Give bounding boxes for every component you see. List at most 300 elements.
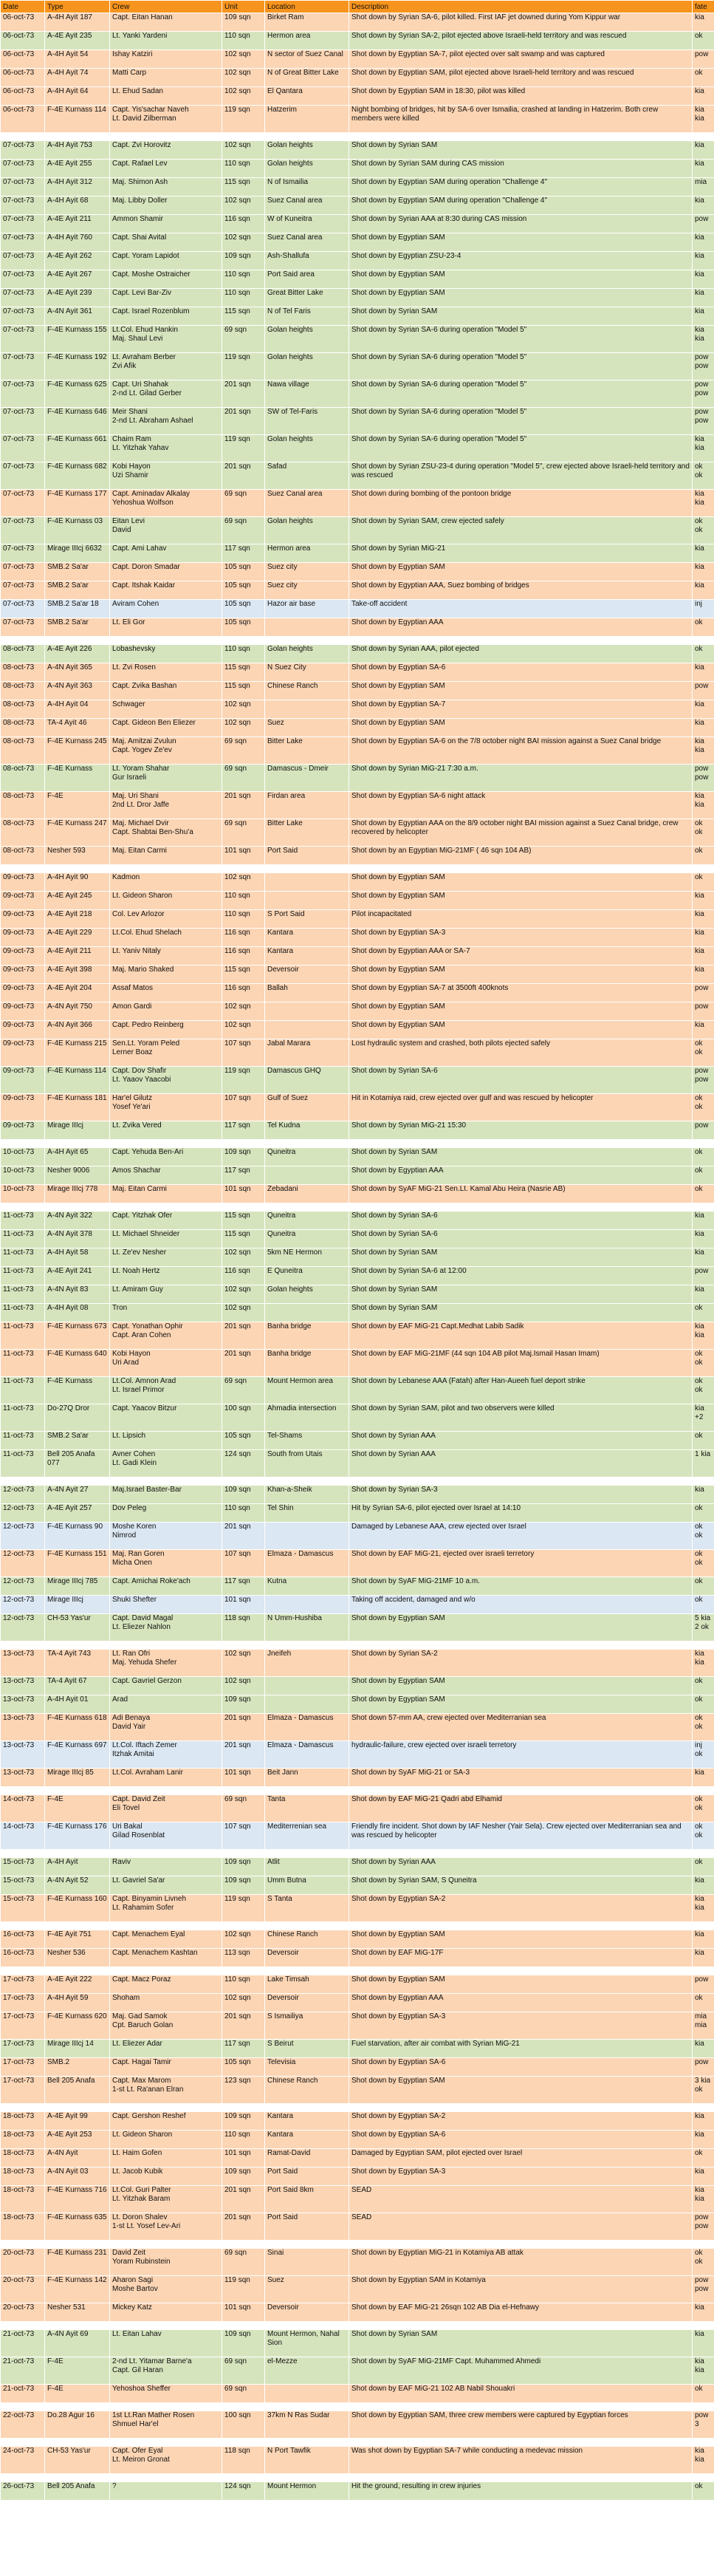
unit-cell: 101 sqn xyxy=(222,1185,265,1203)
type-cell: Bell 205 Anafa xyxy=(45,2077,110,2104)
type-cell: A-4N Ayit 83 xyxy=(45,1285,110,1304)
crew-cell: Lt. Eli Gor xyxy=(110,618,222,637)
table-row xyxy=(1,380,714,408)
date-cell: 15-oct-73 xyxy=(1,1858,45,1876)
table-row xyxy=(1,1304,714,1322)
fate-cell: ok xyxy=(693,1677,714,1695)
description-cell: Was shot down by Egyptian SA-7 while conducting a medevac mission xyxy=(349,2447,693,2474)
separator-cell xyxy=(1,2403,714,2411)
location-cell: Mount Hermon, Nahal Sion xyxy=(265,2330,349,2357)
unit-cell: 102 sqn xyxy=(222,233,265,252)
table-row xyxy=(1,929,714,947)
separator-cell xyxy=(1,2104,714,2112)
type-cell: Do.28 Agur 16 xyxy=(45,2411,110,2439)
crew-cell: Capt. Gideon Ben Eliezer xyxy=(110,719,222,737)
unit-cell: 102 sqn xyxy=(222,1930,265,1949)
crew-cell: Ammon Shamir xyxy=(110,215,222,233)
table-row xyxy=(1,2330,714,2357)
description-cell: Shot down by Syrian AAA xyxy=(349,1432,693,1450)
table-row xyxy=(1,910,714,929)
description-cell: Shot down by Syrian SAM, S Quneitra xyxy=(349,1876,693,1895)
description-cell: Shot down by Syrian SA-6, pilot killed. First IAF jet downed during Yom Kippur war xyxy=(349,13,693,32)
crew-cell: Capt. Yis'sachar Naveh Lt. David Zilberman xyxy=(110,106,222,133)
crew-cell: Maj. Gad Samok Cpt. Baruch Golan xyxy=(110,2012,222,2040)
table-row xyxy=(1,2213,714,2241)
crew-cell: Maj. Eitan Carmi xyxy=(110,847,222,865)
crew-cell: Avner Cohen Lt. Gadi Klein xyxy=(110,1450,222,1477)
crew-cell: Lt. Gideon Sharon xyxy=(110,892,222,910)
separator-cell xyxy=(1,2241,714,2249)
description-cell: Hit the ground, resulting in crew injuries xyxy=(349,2482,693,2501)
fate-cell: pow pow xyxy=(693,2276,714,2303)
type-cell: A-4E Ayit 241 xyxy=(45,1267,110,1285)
crew-cell: Capt. Pedro Reinberg xyxy=(110,1021,222,1039)
type-cell: F-4E Kurnass 661 xyxy=(45,435,110,462)
unit-cell: 110 sqn xyxy=(222,32,265,50)
date-cell: 20-oct-73 xyxy=(1,2249,45,2276)
crew-cell: Capt. Gavriel Gerzon xyxy=(110,1677,222,1695)
location-cell: N Umm-Hushiba xyxy=(265,1614,349,1641)
location-cell: Suez Canal area xyxy=(265,233,349,252)
crew-cell: Lt.Col. Ehud Hankin Maj. Shaul Levi xyxy=(110,326,222,353)
location-cell: Hazor air base xyxy=(265,600,349,618)
fate-cell: ok xyxy=(693,1185,714,1203)
location-cell: Elmaza - Damascus xyxy=(265,1741,349,1769)
type-cell: F-4E Kurnass 151 xyxy=(45,1550,110,1577)
date-cell: 15-oct-73 xyxy=(1,1876,45,1895)
table-row xyxy=(1,682,714,700)
date-separator xyxy=(1,1477,714,1486)
date-cell: 07-oct-73 xyxy=(1,581,45,600)
date-cell: 13-oct-73 xyxy=(1,1769,45,1787)
fate-cell: pow xyxy=(693,1121,714,1140)
table-row xyxy=(1,160,714,178)
fate-cell: ok xyxy=(693,873,714,892)
unit-cell: 201 sqn xyxy=(222,1714,265,1741)
fate-cell: pow pow xyxy=(693,2213,714,2241)
crew-cell: Maj.Israel Baster-Bar xyxy=(110,1486,222,1504)
unit-cell: 116 sqn xyxy=(222,215,265,233)
location-cell: S Port Said xyxy=(265,910,349,929)
unit-cell: 115 sqn xyxy=(222,1230,265,1248)
unit-cell: 109 sqn xyxy=(222,1858,265,1876)
unit-cell: 201 sqn xyxy=(222,2213,265,2241)
description-cell: Shot down by Egyptian SAM xyxy=(349,563,693,581)
description-cell: Shot down by Syrian SA-3 xyxy=(349,1486,693,1504)
date-cell: 07-oct-73 xyxy=(1,600,45,618)
description-cell: Shot down by Egyptian SA-6 xyxy=(349,2058,693,2077)
date-separator xyxy=(1,2474,714,2482)
location-cell: Chinese Ranch xyxy=(265,1930,349,1949)
unit-cell: 113 sqn xyxy=(222,1949,265,1967)
type-cell: A-4N Ayit 03 xyxy=(45,2167,110,2186)
table-row xyxy=(1,1248,714,1267)
date-separator xyxy=(1,865,714,873)
table-row xyxy=(1,435,714,462)
unit-cell: 110 sqn xyxy=(222,1975,265,1994)
location-cell: Hermon area xyxy=(265,544,349,563)
fate-cell: ok ok xyxy=(693,1039,714,1067)
table-row xyxy=(1,645,714,663)
type-cell: A-4E Ayit 99 xyxy=(45,2112,110,2131)
crew-cell: Maj. Eitan Carmi xyxy=(110,1185,222,1203)
fate-cell: kia kia xyxy=(693,1322,714,1350)
description-cell: Shot down by Egyptian AAA on the 8/9 october night BAI mission against a Suez Canal bridge, crew recovered by helicopter xyxy=(349,819,693,847)
unit-cell: 69 sqn xyxy=(222,1795,265,1822)
type-cell: A-4E Ayit 211 xyxy=(45,215,110,233)
unit-cell: 201 sqn xyxy=(222,1523,265,1550)
table-row xyxy=(1,50,714,69)
unit-cell: 109 sqn xyxy=(222,2330,265,2357)
description-cell: Shot down by Egyptian SAM xyxy=(349,966,693,984)
unit-cell: 105 sqn xyxy=(222,563,265,581)
crew-cell: Lt. Ran Ofri Maj. Yehuda Shefer xyxy=(110,1650,222,1677)
type-cell: A-4H Ayit 187 xyxy=(45,13,110,32)
type-cell: F-4E Kurnass 215 xyxy=(45,1039,110,1067)
fate-cell: kia xyxy=(693,2167,714,2186)
type-cell: F-4E xyxy=(45,1795,110,1822)
crew-cell: Capt. Aminadav Alkalay Yehoshua Wolfson xyxy=(110,490,222,517)
unit-cell: 107 sqn xyxy=(222,1822,265,1850)
crew-cell: Maj. Amitzai Zvulun Capt. Yogev Ze'ev xyxy=(110,737,222,765)
description-cell: Shot down by Egyptian SA-7 at 3500ft 400knots xyxy=(349,984,693,1002)
table-body xyxy=(1,13,714,2501)
crew-cell: Raviv xyxy=(110,1858,222,1876)
location-cell: Deversoir xyxy=(265,2303,349,2322)
table-row xyxy=(1,1377,714,1404)
location-cell: Quneitra xyxy=(265,1148,349,1166)
unit-cell: 109 sqn xyxy=(222,252,265,270)
crew-cell: ? xyxy=(110,2482,222,2501)
unit-cell: 102 sqn xyxy=(222,1002,265,1021)
crew-cell: Dov Peleg xyxy=(110,1504,222,1523)
unit-cell: 69 sqn xyxy=(222,2385,265,2403)
table-row xyxy=(1,1432,714,1450)
crew-cell: Kadmon xyxy=(110,873,222,892)
location-cell xyxy=(265,1021,349,1039)
fate-cell: kia xyxy=(693,947,714,966)
table-row xyxy=(1,353,714,380)
fate-cell: ok ok xyxy=(693,1350,714,1377)
fate-cell: pow pow xyxy=(693,765,714,792)
table-row xyxy=(1,106,714,133)
crew-cell: Sen.Lt. Yoram Peled Lerner Boaz xyxy=(110,1039,222,1067)
fate-cell: inj ok xyxy=(693,1741,714,1769)
location-cell: E Quneitra xyxy=(265,1267,349,1285)
date-cell: 13-oct-73 xyxy=(1,1650,45,1677)
table-row xyxy=(1,1450,714,1477)
description-cell: Shot down by Egyptian SAM in Kotamiya xyxy=(349,2276,693,2303)
type-cell: Bell 205 Anafa xyxy=(45,2482,110,2501)
date-cell: 08-oct-73 xyxy=(1,682,45,700)
location-cell: Mediterrenian sea xyxy=(265,1822,349,1850)
fate-cell: kia xyxy=(693,1212,714,1230)
table-row xyxy=(1,1858,714,1876)
description-cell: Shot down by Egyptian SA-2 xyxy=(349,2112,693,2131)
date-cell: 09-oct-73 xyxy=(1,1002,45,1021)
fate-cell: kia xyxy=(693,663,714,682)
unit-cell: 102 sqn xyxy=(222,1994,265,2012)
description-cell: Shot down by EAF MiG-21 26sqn 102 AB Dia el-Hefnawy xyxy=(349,2303,693,2322)
crew-cell: Chaim Ram Lt. Yitzhak Yahav xyxy=(110,435,222,462)
table-row xyxy=(1,847,714,865)
fate-cell: 1 kia xyxy=(693,1450,714,1477)
location-cell xyxy=(265,1304,349,1322)
type-cell: A-4N Ayit 363 xyxy=(45,682,110,700)
crew-cell: Capt. Menachem Kashtan xyxy=(110,1949,222,1967)
fate-cell: kia xyxy=(693,1930,714,1949)
description-cell: Shot down by Egyptian AAA xyxy=(349,618,693,637)
description-cell: Shot down during bombing of the pontoon bridge xyxy=(349,490,693,517)
crew-cell: Lt. Ze'ev Nesher xyxy=(110,1248,222,1267)
unit-cell: 110 sqn xyxy=(222,1504,265,1523)
unit-cell: 117 sqn xyxy=(222,2040,265,2058)
table-row xyxy=(1,2149,714,2167)
description-cell: Night bombing of bridges, hit by SA-6 over Ismailia, crashed at landing in Hatzerim. Both crew members were killed xyxy=(349,106,693,133)
location-cell: Lake Timsah xyxy=(265,1975,349,1994)
unit-cell: 123 sqn xyxy=(222,2077,265,2104)
crew-cell: Amos Shachar xyxy=(110,1166,222,1185)
unit-cell: 119 sqn xyxy=(222,435,265,462)
date-cell: 17-oct-73 xyxy=(1,1994,45,2012)
date-cell: 06-oct-73 xyxy=(1,69,45,87)
description-cell: Fuel starvation, after air combat with Syrian MiG-21 xyxy=(349,2040,693,2058)
table-row xyxy=(1,462,714,490)
location-cell: Bitter Lake xyxy=(265,819,349,847)
description-cell: Shot down by Egyptian SAM xyxy=(349,1930,693,1949)
fate-cell: pow pow xyxy=(693,380,714,408)
description-cell: Shot down by Egyptian SAM, pilot ejected above Israeli-held territory and was rescued xyxy=(349,69,693,87)
location-cell: Kutna xyxy=(265,1577,349,1596)
crew-cell: Capt. Levi Bar-Ziv xyxy=(110,289,222,307)
type-cell: F-4E Kurnass 177 xyxy=(45,490,110,517)
unit-cell: 115 sqn xyxy=(222,663,265,682)
unit-cell: 69 sqn xyxy=(222,765,265,792)
location-cell: Gulf of Suez xyxy=(265,1094,349,1121)
date-cell: 07-oct-73 xyxy=(1,252,45,270)
separator-cell xyxy=(1,865,714,873)
fate-cell: kia xyxy=(693,270,714,289)
date-cell: 06-oct-73 xyxy=(1,106,45,133)
type-cell: F-4E Kurnass 697 xyxy=(45,1741,110,1769)
fate-cell: pow xyxy=(693,682,714,700)
description-cell: Shot down by Egyptian SAM xyxy=(349,892,693,910)
crew-cell: Capt. Rafael Lev xyxy=(110,160,222,178)
crew-cell: Adi Benaya David Yair xyxy=(110,1714,222,1741)
type-cell: A-4E Ayit 398 xyxy=(45,966,110,984)
date-cell: 11-oct-73 xyxy=(1,1230,45,1248)
location-cell: Kantara xyxy=(265,2112,349,2131)
separator-cell xyxy=(1,1922,714,1930)
description-cell: Shot down by Egyptian SA-3 xyxy=(349,929,693,947)
description-cell: Shot down by Lebanese AAA (Fatah) after Han-Aueeh fuel deport strike xyxy=(349,1377,693,1404)
unit-cell: 117 sqn xyxy=(222,1577,265,1596)
location-cell: Ahmadia intersection xyxy=(265,1404,349,1432)
crew-cell: Shuki Shefter xyxy=(110,1596,222,1614)
date-cell: 12-oct-73 xyxy=(1,1550,45,1577)
unit-cell: 110 sqn xyxy=(222,645,265,663)
table-row xyxy=(1,2040,714,2058)
type-cell: A-4H Ayit 59 xyxy=(45,1994,110,2012)
crew-cell: Har'el Gilutz Yosef Ye'ari xyxy=(110,1094,222,1121)
crew-cell: Lt. Gideon Sharon xyxy=(110,2131,222,2149)
type-cell: F-4E Kurnass 618 xyxy=(45,1714,110,1741)
date-cell: 20-oct-73 xyxy=(1,2276,45,2303)
description-cell: Shot down by Egyptian SA-6 xyxy=(349,2131,693,2149)
header-location: Location xyxy=(265,1,349,13)
table-row xyxy=(1,1148,714,1166)
date-cell: 08-oct-73 xyxy=(1,765,45,792)
crew-cell: Capt. Ami Lahav xyxy=(110,544,222,563)
date-cell: 17-oct-73 xyxy=(1,1975,45,1994)
description-cell: Shot down by Egyptian SAM xyxy=(349,1021,693,1039)
location-cell: Suez city xyxy=(265,563,349,581)
fate-cell: kia kia xyxy=(693,2357,714,2385)
date-cell: 07-oct-73 xyxy=(1,563,45,581)
location-cell: Golan heights xyxy=(265,326,349,353)
crew-cell: Eitan Levi David xyxy=(110,517,222,544)
date-cell: 07-oct-73 xyxy=(1,289,45,307)
location-cell: Mount Hermon xyxy=(265,2482,349,2501)
location-cell: Elmaza - Damascus xyxy=(265,1550,349,1577)
unit-cell: 101 sqn xyxy=(222,1596,265,1614)
table-row xyxy=(1,581,714,600)
unit-cell: 102 sqn xyxy=(222,1304,265,1322)
unit-cell: 110 sqn xyxy=(222,892,265,910)
location-cell: Deversoir xyxy=(265,1949,349,1967)
location-cell: Port Said area xyxy=(265,270,349,289)
fate-cell: ok xyxy=(693,1148,714,1166)
fate-cell: kia xyxy=(693,141,714,160)
description-cell: Shot down by an Egyptian MiG-21MF ( 46 sqn 104 AB) xyxy=(349,847,693,865)
fate-cell: ok ok xyxy=(693,1795,714,1822)
fate-cell: kia xyxy=(693,563,714,581)
date-cell: 06-oct-73 xyxy=(1,87,45,106)
type-cell: F-4E Kurnass 176 xyxy=(45,1822,110,1850)
table-row xyxy=(1,490,714,517)
type-cell: F-4E Kurnass xyxy=(45,1377,110,1404)
fate-cell: pow xyxy=(693,2058,714,2077)
crew-cell: Lt.Col. Ehud Shelach xyxy=(110,929,222,947)
description-cell: Shot down by Egyptian SAM xyxy=(349,1695,693,1714)
description-cell: Shot down by Syrian SAM xyxy=(349,307,693,326)
table-row xyxy=(1,737,714,765)
fate-cell: kia xyxy=(693,544,714,563)
unit-cell: 201 sqn xyxy=(222,1741,265,1769)
description-cell: Shot down by Syrian AAA xyxy=(349,1858,693,1876)
description-cell: Shot down by EAF MiG-21 Qadri abd Elhamid xyxy=(349,1795,693,1822)
location-cell: Ballah xyxy=(265,984,349,1002)
location-cell: Firdan area xyxy=(265,792,349,819)
location-cell: Golan heights xyxy=(265,141,349,160)
table-row xyxy=(1,2112,714,2131)
description-cell: Shot down by Syrian MiG-21 15:30 xyxy=(349,1121,693,1140)
date-cell: 07-oct-73 xyxy=(1,490,45,517)
table-row xyxy=(1,700,714,719)
table-row xyxy=(1,289,714,307)
separator-cell xyxy=(1,2439,714,2447)
fate-cell: kia xyxy=(693,1285,714,1304)
location-cell: 37km N Ras Sudar xyxy=(265,2411,349,2439)
table-row xyxy=(1,984,714,1002)
location-cell xyxy=(265,1523,349,1550)
unit-cell: 105 sqn xyxy=(222,2058,265,2077)
fate-cell: kia xyxy=(693,289,714,307)
type-cell: F-4E Kurnass 716 xyxy=(45,2186,110,2213)
header-fate: fate xyxy=(693,1,714,13)
table-row xyxy=(1,307,714,326)
location-cell xyxy=(265,700,349,719)
crew-cell: Capt. Menachem Eyal xyxy=(110,1930,222,1949)
crew-cell: Yehoshoa Sheffer xyxy=(110,2385,222,2403)
unit-cell: 101 sqn xyxy=(222,2149,265,2167)
header-row xyxy=(1,1,714,13)
description-cell: Shot down by Syrian SA-6 during operation "Model 5" xyxy=(349,353,693,380)
crew-cell: David Zeit Yoram Rubinstein xyxy=(110,2249,222,2276)
description-cell: Shot down by Egyptian SAM xyxy=(349,1614,693,1641)
table-row xyxy=(1,87,714,106)
fate-cell: kia xyxy=(693,307,714,326)
location-cell xyxy=(265,873,349,892)
fate-cell: kia xyxy=(693,892,714,910)
location-cell: Banha bridge xyxy=(265,1350,349,1377)
fate-cell: kia xyxy=(693,581,714,600)
crew-cell: Lt.Col. Amnon Arad Lt. Israel Primor xyxy=(110,1377,222,1404)
unit-cell: 101 sqn xyxy=(222,1769,265,1787)
description-cell: Shot down by EAF MiG-21, ejected over israeli terretory xyxy=(349,1550,693,1577)
crew-cell: Maj. Libby Doller xyxy=(110,197,222,215)
location-cell: South from Utais xyxy=(265,1450,349,1477)
fate-cell: pow xyxy=(693,215,714,233)
description-cell: Damaged by Lebanese AAA, crew ejected over Israel xyxy=(349,1523,693,1550)
table-row xyxy=(1,2276,714,2303)
location-cell: Tel-Shams xyxy=(265,1432,349,1450)
location-cell: Tanta xyxy=(265,1795,349,1822)
fate-cell: kia xyxy=(693,1876,714,1895)
date-cell: 09-oct-73 xyxy=(1,1121,45,1140)
unit-cell: 116 sqn xyxy=(222,1267,265,1285)
location-cell: Jabal Marara xyxy=(265,1039,349,1067)
table-row xyxy=(1,233,714,252)
unit-cell: 118 sqn xyxy=(222,2447,265,2474)
unit-cell: 105 sqn xyxy=(222,600,265,618)
type-cell: Mirage IIIcj 785 xyxy=(45,1577,110,1596)
location-cell: Beit Jann xyxy=(265,1769,349,1787)
type-cell: SMB.2 Sa'ar xyxy=(45,581,110,600)
type-cell: A-4E Ayit 257 xyxy=(45,1504,110,1523)
date-cell: 08-oct-73 xyxy=(1,700,45,719)
location-cell: Jneifeh xyxy=(265,1650,349,1677)
table-row xyxy=(1,2077,714,2104)
table-row xyxy=(1,1285,714,1304)
crew-cell: Capt. David Zeit Eli Tovel xyxy=(110,1795,222,1822)
crew-cell: Capt. Dov Shafir Lt. Yaaov Yaacobi xyxy=(110,1067,222,1094)
fate-cell: ok ok xyxy=(693,1822,714,1850)
date-separator xyxy=(1,2439,714,2447)
crew-cell: Lt. Noah Hertz xyxy=(110,1267,222,1285)
description-cell: Shot down by Syrian SAM xyxy=(349,1248,693,1267)
type-cell: F-4E Kurnass 635 xyxy=(45,2213,110,2241)
crew-cell: Kobi Hayon Uri Arad xyxy=(110,1350,222,1377)
fate-cell: kia xyxy=(693,13,714,32)
separator-cell xyxy=(1,1641,714,1650)
fate-cell: 5 kia 2 ok xyxy=(693,1614,714,1641)
fate-cell: kia xyxy=(693,252,714,270)
unit-cell: 105 sqn xyxy=(222,618,265,637)
type-cell: Mirage IIIcj xyxy=(45,1121,110,1140)
table-row xyxy=(1,563,714,581)
table-row xyxy=(1,873,714,892)
